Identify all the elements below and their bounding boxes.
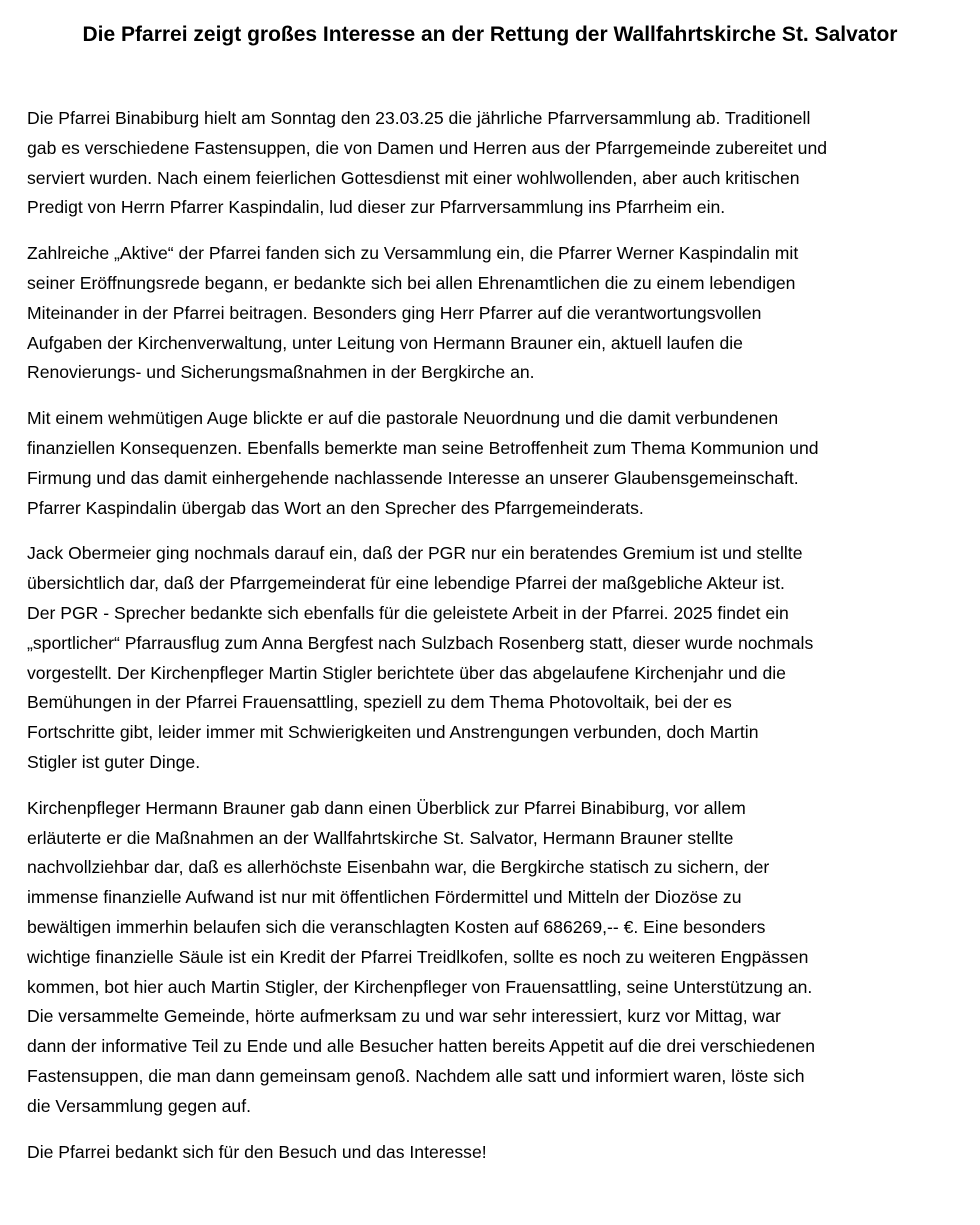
- article-body: [27, 104, 959, 1183]
- text-line: nachvollziehbar dar, daß es allerhöchste Eisenbahn war, die Bergkirche statisch zu sichern, der: [27, 857, 770, 878]
- document-title: Die Pfarrei zeigt großes Interesse an der Rettung der Wallfahrtskirche St. Salvator: [82, 23, 898, 46]
- text-line: Pfarrer Kaspindalin übergab das Wort an den Sprecher des Pfarrgemeinderats.: [27, 497, 644, 518]
- text-line: Aufgaben der Kirchenverwaltung, unter Leitung von Hermann Brauner ein, aktuell laufen die: [27, 332, 743, 353]
- text-line: die Versammlung gegen auf.: [27, 1095, 251, 1116]
- paragraph-3: [27, 404, 959, 523]
- text-line: Mit einem wehmütigen Auge blickte er auf die pastorale Neuordnung und die damit verbundenen: [27, 408, 779, 429]
- paragraph-2: [27, 239, 959, 388]
- text-line: gab es verschiedene Fastensuppen, die von Damen und Herren aus der Pfarrgemeinde zubereitet und: [27, 137, 828, 158]
- text-line: Firmung und das damit einhergehende nachlassende Interesse an unserer Glaubensgemeinschaft.: [27, 467, 799, 488]
- paragraph-4: [27, 539, 959, 777]
- text-line: Bemühungen in der Pfarrei Frauensattling, speziell zu dem Thema Photovoltaik, bei der es: [27, 692, 732, 713]
- text-line: dann der informative Teil zu Ende und alle Besucher hatten bereits Appetit auf die drei verschiedenen: [27, 1036, 815, 1057]
- text-line: erläuterte er die Maßnahmen an der Wallfahrtskirche St. Salvator, Hermann Brauner stellte: [27, 827, 734, 848]
- paragraph-5: [27, 794, 959, 1122]
- text-line: wichtige finanzielle Säule ist ein Kredit der Pfarrei Treidlkofen, sollte es noch zu weiteren Engpässen: [27, 946, 809, 967]
- text-line: Zahlreiche „Aktive“ der Pfarrei fanden sich zu Versammlung ein, die Pfarrer Werner Kaspindalin mit: [27, 243, 799, 264]
- text-line: Fortschritte gibt, leider immer mit Schwierigkeiten und Anstrengungen verbunden, doch Martin: [27, 722, 759, 743]
- text-line: vorgestellt. Der Kirchenpfleger Martin Stigler berichtete über das abgelaufene Kirchenjahr und die: [27, 662, 786, 683]
- text-line: kommen, bot hier auch Martin Stigler, der Kirchenpfleger von Frauensattling, seine Unterstützung an.: [27, 976, 813, 997]
- text-line: serviert wurden. Nach einem feierlichen Gottesdienst mit einer wohlwollenden, aber auch kritischen: [27, 167, 800, 188]
- text-line: übersichtlich dar, daß der Pfarrgemeinderat für eine lebendige Pfarrei der maßgebliche Akteur ist.: [27, 573, 785, 594]
- text-line: Fastensuppen, die man dann gemeinsam genoß. Nachdem alle satt und informiert waren, löste sich: [27, 1065, 805, 1086]
- text-line: „sportlicher“ Pfarrausflug zum Anna Bergfest nach Sulzbach Rosenberg statt, dieser wurde nochmals: [27, 632, 814, 653]
- text-line: Die versammelte Gemeinde, hörte aufmerksam zu und war sehr interessiert, kurz vor Mittag, war: [27, 1006, 781, 1027]
- text-line: finanziellen Konsequenzen. Ebenfalls bemerkte man seine Betroffenheit zum Thema Kommunion und: [27, 437, 819, 458]
- text-line: Die Pfarrei bedankt sich für den Besuch und das Interesse!: [27, 1141, 487, 1162]
- text-line: Der PGR - Sprecher bedankte sich ebenfalls für die geleistete Arbeit in der Pfarrei. 2025 findet ein: [27, 602, 789, 623]
- text-line: Renovierungs- und Sicherungsmaßnahmen in der Bergkirche an.: [27, 362, 535, 383]
- text-line: immense finanzielle Aufwand ist nur mit öffentlichen Fördermittel und Mitteln der Diozöse zu: [27, 887, 742, 908]
- text-line: Predigt von Herrn Pfarrer Kaspindalin, lud dieser zur Pfarrversammlung ins Pfarrheim ein.: [27, 197, 726, 218]
- text-line: bewältigen immerhin belaufen sich die veranschlagten Kosten auf 686269,-- €. Eine besonders: [27, 916, 766, 937]
- text-line: Miteinander in der Pfarrei beitragen. Besonders ging Herr Pfarrer auf die verantwortungsvollen: [27, 302, 762, 323]
- text-line: Die Pfarrei Binabiburg hielt am Sonntag den 23.03.25 die jährliche Pfarrversammlung ab. Traditionell: [27, 108, 811, 128]
- paragraph-1: [27, 104, 959, 223]
- text-line: Kirchenpfleger Hermann Brauner gab dann einen Überblick zur Pfarrei Binabiburg, vor allem: [27, 797, 746, 818]
- paragraph-6: [27, 1138, 959, 1168]
- text-line: Stigler ist guter Dinge.: [27, 751, 201, 772]
- text-line: seiner Eröffnungsrede begann, er bedankte sich bei allen Ehrenamtlichen die zu einem lebendigen: [27, 272, 796, 293]
- text-line: Jack Obermeier ging nochmals darauf ein, daß der PGR nur ein beratendes Gremium ist und stellte: [27, 543, 803, 564]
